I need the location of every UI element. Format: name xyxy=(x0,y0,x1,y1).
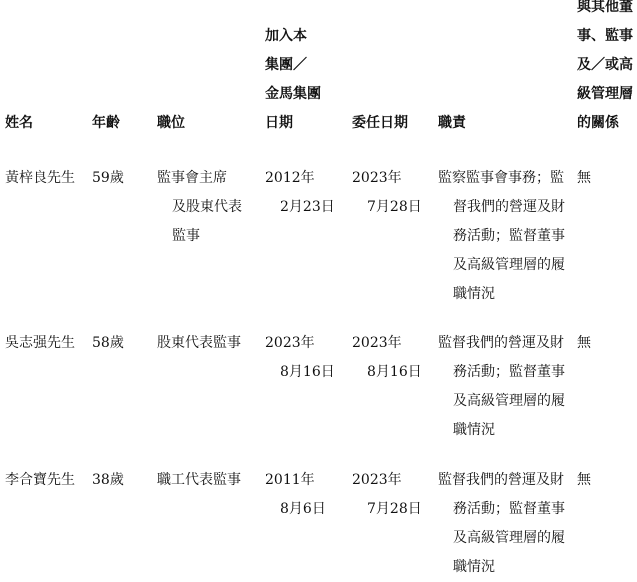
row-name: 黃梓良先生 xyxy=(5,170,75,186)
row-appointment-date xyxy=(352,466,422,524)
row-position-line: 監事會主席 xyxy=(157,170,227,186)
header-relationship-line: 及／或高 xyxy=(577,57,633,73)
header-position: 職位 xyxy=(157,115,185,131)
row-position-line: 監事 xyxy=(172,228,200,244)
row-join-date xyxy=(265,164,335,222)
row-position-line: 及股東代表 xyxy=(172,199,242,215)
row-join-date-line: 2011年 xyxy=(265,472,315,488)
row-relationship: 無 xyxy=(577,335,591,351)
row-duties-line: 督我們的營運及財 xyxy=(453,199,565,215)
row-duties-line: 職情況 xyxy=(453,559,495,575)
row-duties xyxy=(438,164,565,309)
header-age: 年齡 xyxy=(92,115,120,131)
row-appointment-date-line: 7月28日 xyxy=(367,199,422,215)
row-duties-line: 及高級管理層的履 xyxy=(453,393,565,409)
row-appointment-date-line: 2023年 xyxy=(352,335,402,351)
header-relationship-line: 的關係 xyxy=(577,115,619,131)
row-position xyxy=(157,164,242,251)
header-relationship-line: 事、監事 xyxy=(577,28,633,44)
row-relationship: 無 xyxy=(577,170,591,186)
row-position-line: 職工代表監事 xyxy=(157,472,241,488)
row-duties-line: 監督我們的營運及財 xyxy=(438,472,564,488)
row-duties-line: 職情況 xyxy=(453,286,495,302)
row-position xyxy=(157,329,241,358)
row-name: 李合寶先生 xyxy=(5,472,75,488)
row-position-line: 股東代表監事 xyxy=(157,335,241,351)
row-join-date-line: 8月6日 xyxy=(280,501,326,517)
header-join-date-line: 集團／ xyxy=(265,57,307,73)
row-duties-line: 職情況 xyxy=(453,422,495,438)
header-duties: 職責 xyxy=(438,115,466,131)
row-appointment-date-line: 7月28日 xyxy=(367,501,422,517)
row-duties-line: 務活動；監督董事 xyxy=(453,364,565,380)
row-join-date-line: 2023年 xyxy=(265,335,315,351)
header-relationship-line: 級管理層 xyxy=(577,86,633,102)
row-duties-line: 監督我們的營運及財 xyxy=(438,335,564,351)
row-duties-line: 務活動；監督董事 xyxy=(453,501,565,517)
row-duties-line: 監察監事會事務；監 xyxy=(438,170,564,186)
row-age: 38歲 xyxy=(92,472,124,488)
row-join-date xyxy=(265,466,326,524)
row-duties-line: 及高級管理層的履 xyxy=(453,530,565,546)
row-join-date-line: 2月23日 xyxy=(280,199,335,215)
row-duties-line: 務活動；監督董事 xyxy=(453,228,565,244)
header-name: 姓名 xyxy=(5,115,33,131)
header-relationship xyxy=(577,0,633,138)
row-appointment-date-line: 2023年 xyxy=(352,170,402,186)
header-appointment-date: 委任日期 xyxy=(352,115,408,131)
row-duties-line: 及高級管理層的履 xyxy=(453,257,565,273)
row-duties xyxy=(438,466,565,582)
row-duties xyxy=(438,329,565,445)
row-position xyxy=(157,466,241,495)
row-age: 59歲 xyxy=(92,170,124,186)
row-name: 吳志强先生 xyxy=(5,335,75,351)
header-relationship-line: 與其他董 xyxy=(577,0,633,15)
row-appointment-date-line: 8月16日 xyxy=(367,364,422,380)
header-join-date xyxy=(265,22,321,138)
header-join-date-line: 日期 xyxy=(265,115,293,131)
header-join-date-line: 金馬集團 xyxy=(265,86,321,102)
row-appointment-date-line: 2023年 xyxy=(352,472,402,488)
row-join-date-line: 2012年 xyxy=(265,170,315,186)
row-join-date-line: 8月16日 xyxy=(280,364,335,380)
row-join-date xyxy=(265,329,335,387)
header-join-date-line: 加入本 xyxy=(265,28,307,44)
row-appointment-date xyxy=(352,329,422,387)
row-appointment-date xyxy=(352,164,422,222)
row-relationship: 無 xyxy=(577,472,591,488)
row-age: 58歲 xyxy=(92,335,124,351)
